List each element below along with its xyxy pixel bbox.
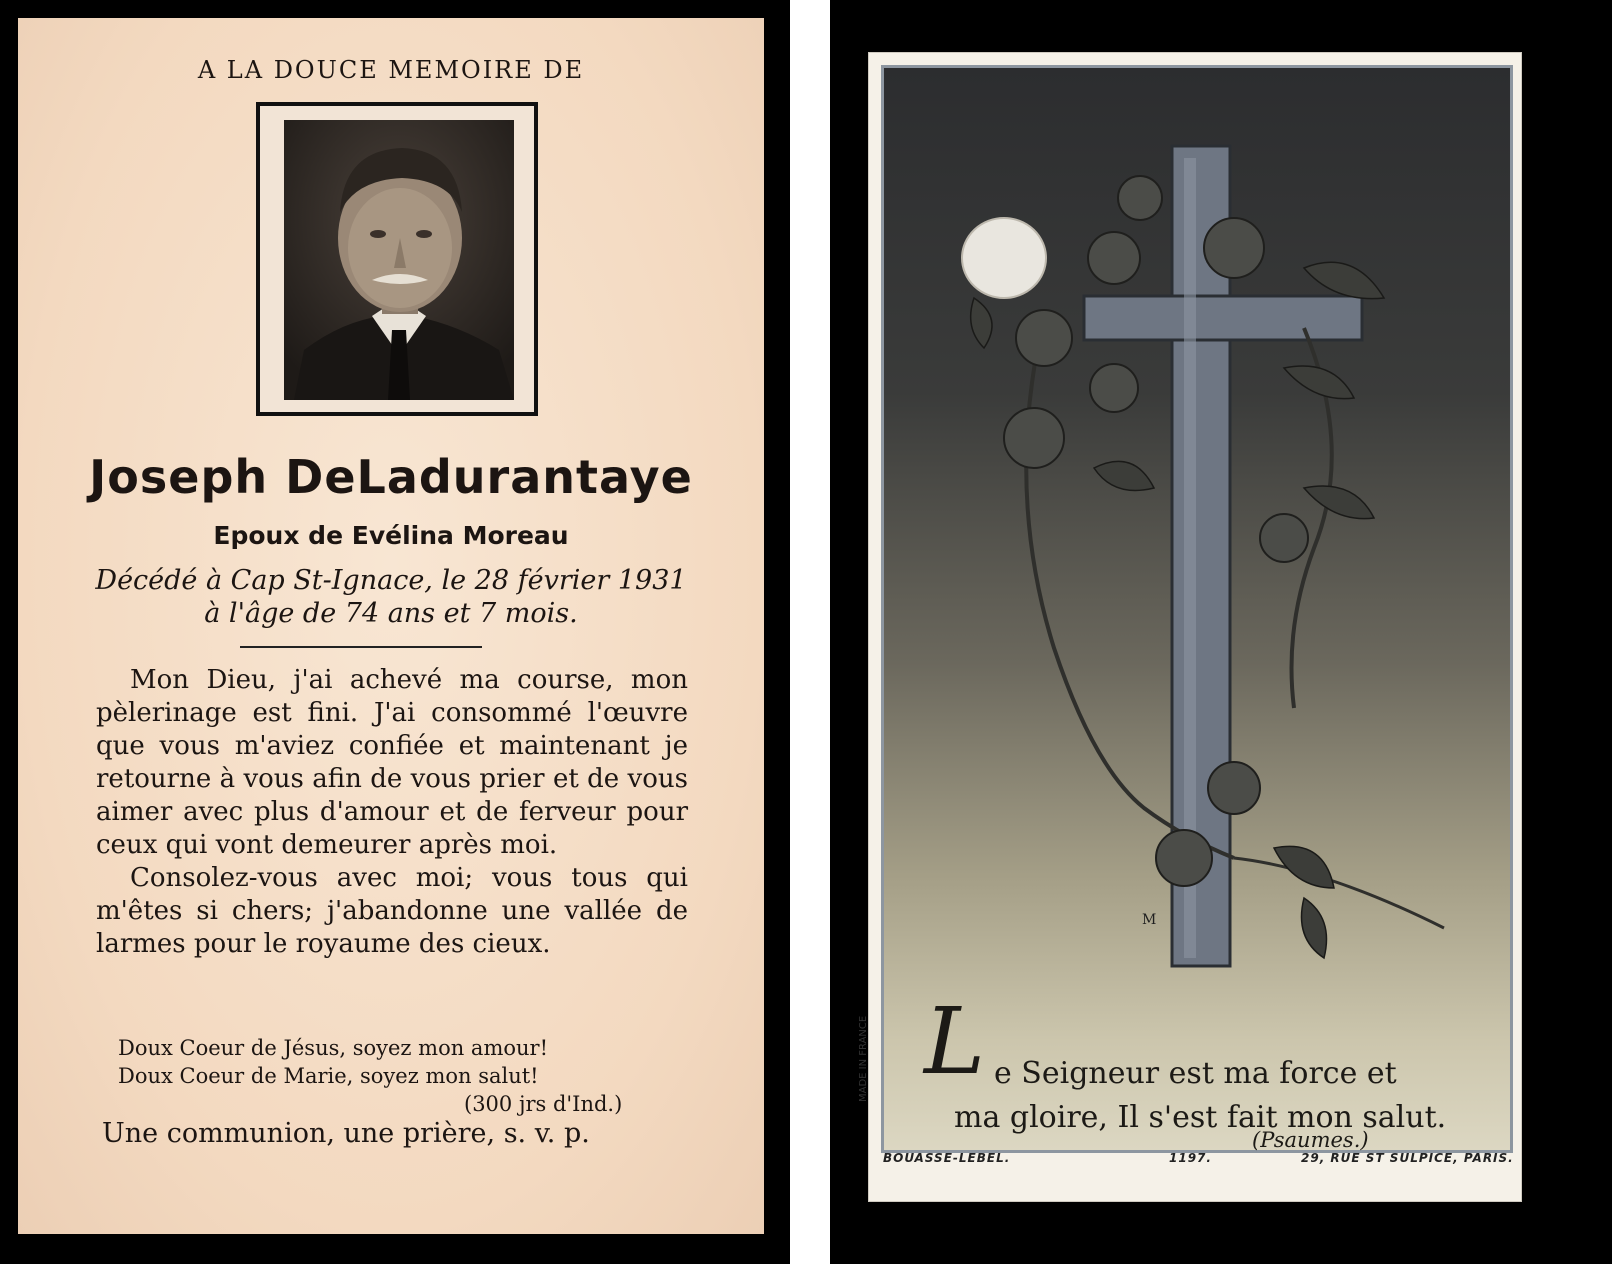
portrait-frame xyxy=(256,102,538,416)
white-rose-icon xyxy=(962,218,1046,298)
age-line: à l'âge de 74 ans et 7 mois. xyxy=(204,598,578,629)
prayer-request: Une communion, une prière, s. v. p. xyxy=(102,1118,590,1149)
made-in-label: MADE IN FRANCE xyxy=(858,1015,869,1102)
invocation-jesus: Doux Coeur de Jésus, soyez mon amour! xyxy=(118,1036,549,1060)
card-number: 1197. xyxy=(1169,1151,1212,1165)
divider xyxy=(240,646,482,648)
quote-line-1: e Seigneur est ma force et xyxy=(994,1056,1397,1091)
death-line: Décédé à Cap St-Ignace, le 28 février 1931 xyxy=(95,565,687,596)
memorial-card-front xyxy=(18,18,764,1234)
quote-line-2: ma gloire, Il s'est fait mon salut. xyxy=(954,1100,1447,1135)
memorial-card-back xyxy=(858,52,1522,1202)
devotional-image xyxy=(858,65,1513,1153)
prayer-text xyxy=(96,664,688,961)
deceased-name: Joseph DeLadurantaye xyxy=(89,450,693,504)
spouse-line: Epoux de Evélina Moreau xyxy=(213,521,569,550)
svg-text:M: M xyxy=(1142,912,1157,928)
card-heading: A LA DOUCE MEMOIRE DE xyxy=(197,56,585,84)
invocation-marie: Doux Coeur de Marie, soyez mon salut! xyxy=(118,1064,539,1088)
portrait-photo xyxy=(284,120,514,400)
prayer-paragraph-2: Consolez-vous avec moi; vous tous qui m'êtes si chers; j'abandonne une vallée de larmes pour le royaume des cieux. xyxy=(96,863,688,959)
publisher-name: BOUASSE-LEBEL. xyxy=(883,1151,1011,1165)
indulgence-note: (300 jrs d'Ind.) xyxy=(464,1092,623,1116)
prayer-paragraph-1: Mon Dieu, j'ai achevé ma course, mon pèlerinage est fini. J'ai consommé l'œuvre que vous m'aviez confiée et maintenant je retourne à vous afin de vous prier et de vous aimer avec plus d'amour et de ferveur pour ceux qui vont demeurer après moi. xyxy=(96,665,688,860)
quote-initial: L xyxy=(924,988,986,1095)
roses-icon xyxy=(1004,176,1308,886)
publisher-address: 29, RUE ST SULPICE, PARIS. xyxy=(1301,1151,1514,1165)
quote-source: (Psaumes.) xyxy=(1252,1128,1369,1152)
